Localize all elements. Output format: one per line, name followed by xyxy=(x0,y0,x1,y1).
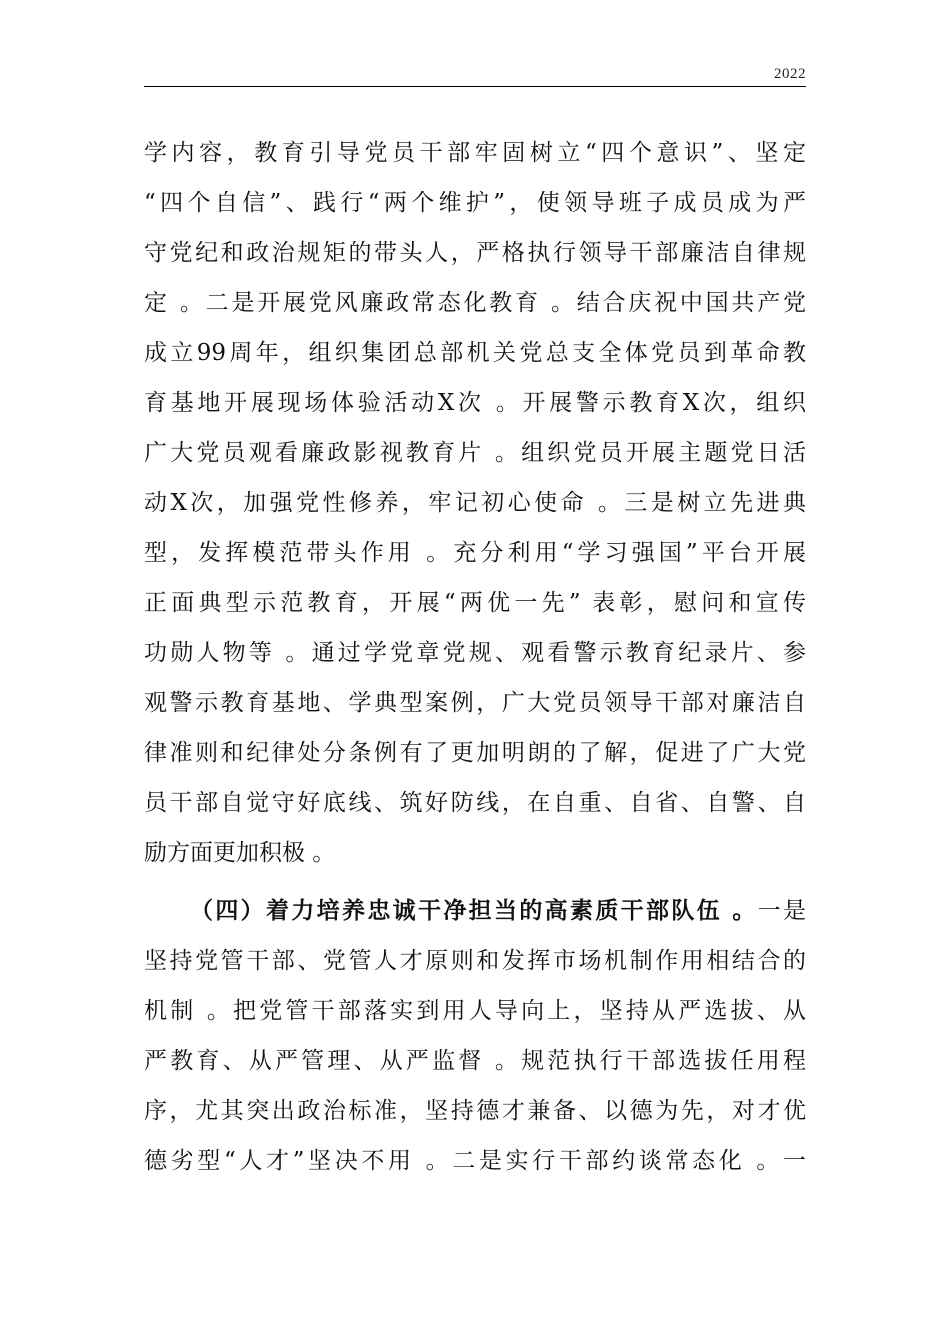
text-line: 学内容，教育引导党员干部牢固树立“四个意识”、坚定 xyxy=(144,140,806,166)
text-line: 功勋人物等 。通过学党章党规、观看警示教育纪录片、参 xyxy=(144,640,806,666)
text-line: “四个自信”、践行“两个维护”，使领导班子成员成为严 xyxy=(144,190,806,216)
text-line: 成立99周年，组织集团总部机关党总支全体党员到革命教 xyxy=(144,340,806,366)
text-line: 严教育、从严管理、从严监督 。规范执行干部选拔任用程 xyxy=(144,1048,806,1074)
text-line: 守党纪和政治规矩的带头人，严格执行领导干部廉洁自律规 xyxy=(144,240,806,266)
text-line: 观警示教育基地、学典型案例，广大党员领导干部对廉洁自 xyxy=(144,690,806,716)
text-line: 德劣型“人才”坚决不用 。二是实行干部约谈常态化 。一 xyxy=(144,1148,806,1174)
heading-tail: 一是 xyxy=(757,898,806,924)
text-line: 型，发挥模范带头作用 。充分利用“学习强国”平台开展 xyxy=(144,540,806,566)
paragraph-2 xyxy=(144,886,806,1186)
text-line: 员干部自觉守好底线、筑好防线，在自重、自省、自警、自 xyxy=(144,790,806,816)
text-line: 定 。二是开展党风廉政常态化教育 。结合庆祝中国共产党 xyxy=(144,290,806,316)
text-line: 律准则和纪律处分条例有了更加明朗的了解，促进了广大党 xyxy=(144,740,806,766)
text-line: 坚持党管干部、党管人才原则和发挥市场机制作用相结合的 xyxy=(144,948,806,974)
text-line: 正面典型示范教育，开展“两优一先” 表彰，慰问和宣传 xyxy=(144,590,806,616)
text-line: 广大党员观看廉政影视教育片 。组织党员开展主题党日活 xyxy=(144,440,806,466)
header-rule xyxy=(144,86,806,87)
paragraph-1 xyxy=(144,128,806,878)
header-year: 2022 xyxy=(774,66,806,82)
heading-line xyxy=(144,886,806,936)
text-line: 机制 。把党管干部落实到用人导向上，坚持从严选拔、从 xyxy=(144,998,806,1024)
text-line: 动X次，加强党性修养，牢记初心使命 。三是树立先进典 xyxy=(144,490,806,516)
text-line: 序，尤其突出政治标准，坚持德才兼备、以德为先，对才优 xyxy=(144,1098,806,1124)
section-heading: （四）着力培养忠诚干净担当的高素质干部队伍 。 xyxy=(190,897,758,924)
text-line: 育基地开展现场体验活动X次 。开展警示教育X次，组织 xyxy=(144,390,806,416)
text-line: 励方面更加积极 。 xyxy=(144,840,336,866)
